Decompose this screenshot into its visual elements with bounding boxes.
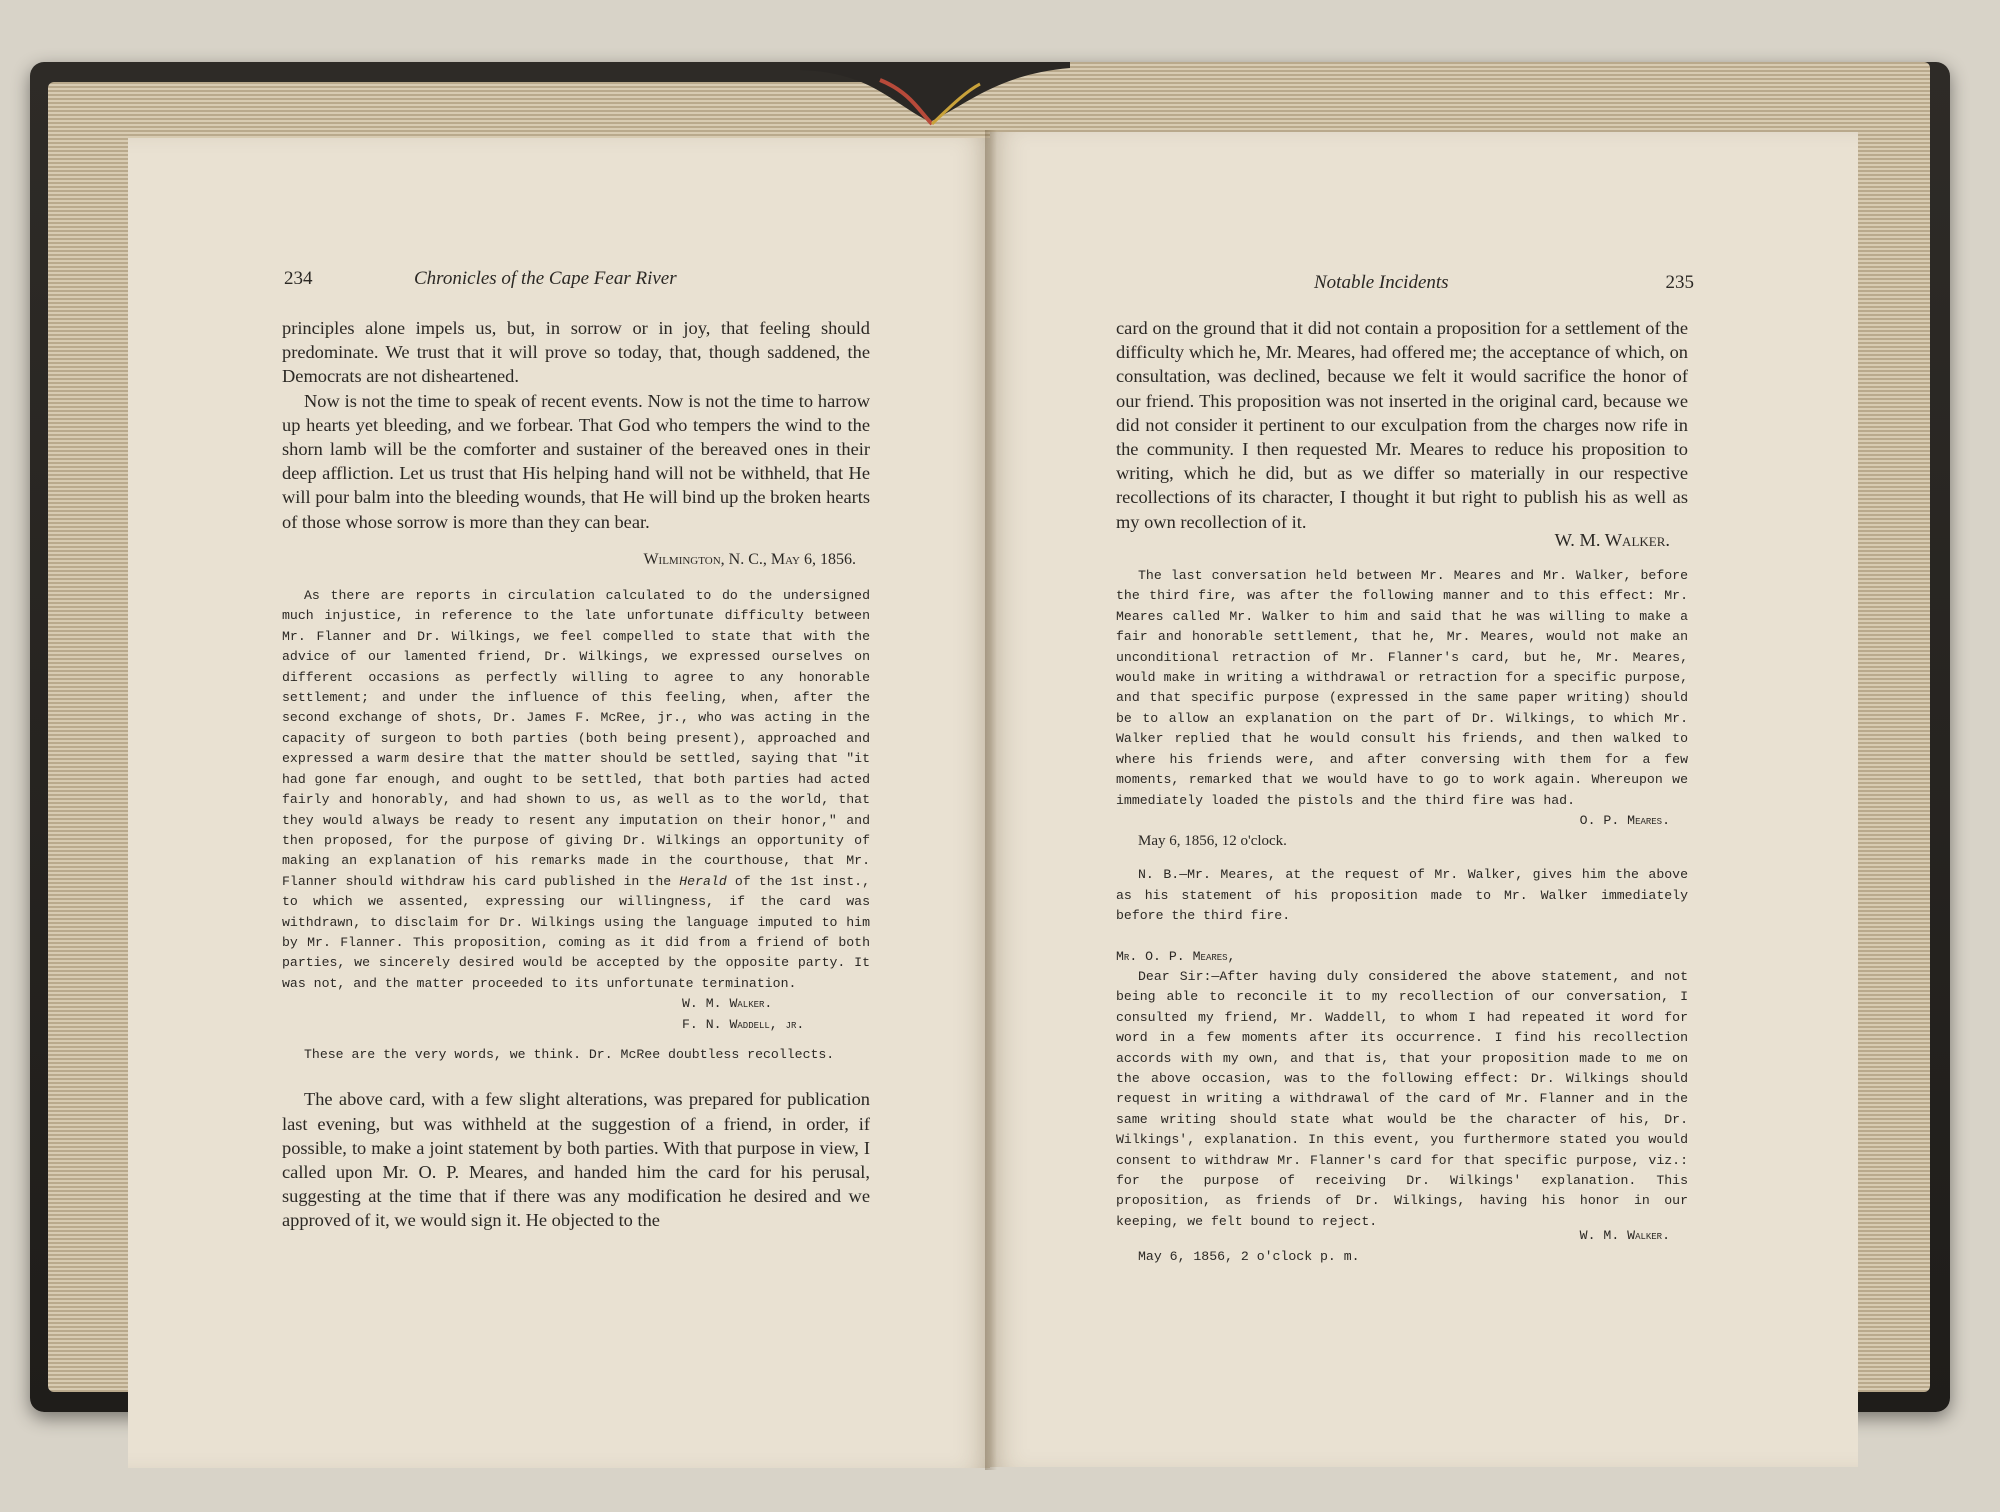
paragraph-continuation: card on the ground that it did not contain a proposition for a settlement of the difficulty which he, Mr. Meares, had offered me; the acceptance of which, on consultation, was declined, because we felt it would sacrifice the honor of our friend. This proposition was not inserted in the original card, because we did not consider it pertinent to our exculpation from the charges now rife in the community. I then requested Mr. Meares to reduce his proposition to writing, which he did, but as we differ so materially in our respective recollections of its character, I thought it but right to publish his as well as my own recollection of it. <box>1116 318 1688 532</box>
meares-statement: The last conversation held between Mr. Meares and Mr. Walker, before the third fire, was after the following manner and to this effect: Mr. Meares called Mr. Walker to him and said that he was willing to make a fair and honorable settlement, that he, Mr. Meares, would not make an unconditional retraction of Mr. Flanner's card, but he, Mr. Meares, would make in writing a withdrawal or retraction for a specific purpose, and that specific purpose (expressed in the same paper writing) should be to allow an explanation on the part of Dr. Wilkings, to which Mr. Walker replied that he would consult his friends, and then walked to where his friends were, and after conversing with them for a few moments, remarked that we would have to go to work again. Whereupon we immediately loaded the pistols and the third fire was had. <box>1116 568 1688 808</box>
signature-walker-1: W. M. Walker. <box>1554 529 1670 550</box>
signature-meares: O. P. Meares. <box>1579 812 1670 828</box>
left-page-number: 234 <box>284 268 313 289</box>
right-page-number: 235 <box>1665 272 1694 293</box>
herald-italic: Herald <box>679 873 727 889</box>
paragraph-2: Now is not the time to speak of recent events. Now is not the time to harrow up hearts yet bleeding, and we forbear. That God who tempers the wind to the shorn lamb will be the comforter and sustainer of the bereaved ones in their deep affliction. Let us trust that His helping hand will not be withheld, that He will pour balm into the bleeding wounds, that He will bind up the broken hearts of those whose sorrow is more than they can bear. <box>282 390 870 532</box>
book-gutter <box>985 130 997 1470</box>
paragraph-3: The above card, with a few slight alterations, was prepared for publication last evening, but was withheld at the suggestion of a friend, in order, if possible, to make a joint statement by both parties. With that purpose in view, I called upon Mr. O. P. Meares, and handed him the card for his perusal, suggesting at the time that if there was any modification he desired and we approved of it, we would sign it. He objected to the <box>282 1089 870 1231</box>
card-text-part2: of the 1st inst., to which we assented, expressing our willingness, if the card was withdrawn, to disclaim for Dr. Wilkings using the language imputed to him by Mr. Flanner. This proposition, coming as it did from a friend of both parties, we sincerely desired would be accepted by the opposite party. It was not, and the matter proceeded to its unfortunate termination. <box>282 873 870 991</box>
date-noon: May 6, 1856, 12 o'clock. <box>1138 833 1287 850</box>
walker-letter: Dear Sir:—After having duly considered the above statement, and not being able to reconcile it to my recollection of our conversation, I consulted my friend, Mr. Waddell, to whom I had repeated it word for word in a few moments after its occurrence. I find his recollection accords with my own, and that is, that your proposition made to me on the above occasion, was to the following effect: Dr. Wilkings should request in writing a withdrawal of the card of Mr. Flanner and in the same writing should state what would be the character of his, Dr. Wilkings', explanation. In this event, you furthermore stated you would consent to withdraw Mr. Flanner's card for that specific purpose, viz.: for the purpose of receiving Dr. Wilkings' explanation. This proposition, as friends of Dr. Wilkings, having his honor in our keeping, we felt bound to reject. <box>1116 968 1688 1229</box>
signature-walker: W. M. Walker. <box>682 996 773 1012</box>
signature-waddell: F. N. Waddell, jr. <box>682 1016 805 1032</box>
left-page-body <box>282 316 870 1233</box>
date-afternoon: May 6, 1856, 2 o'clock p. m. <box>1138 1248 1360 1264</box>
salutation: Mr. O. P. Meares, <box>1116 948 1236 964</box>
note-line: These are the very words, we think. Dr. McRee doubtless recollects. <box>304 1046 835 1062</box>
card-text-part1: As there are reports in circulation calculated to do the undersigned much injustice, in reference to the late unfortunate difficulty between Mr. Flanner and Dr. Wilkings, we feel compelled to state that with the advice of our lamented friend, Dr. Wilkings, we expressed ourselves on different occasions as perfectly willing to agree to any honorable settlement; and under the influence of this feeling, when, after the second exchange of shots, Dr. James F. McRee, jr., who was acting in the capacity of surgeon to both parties (both being present), approached and expressed a warm desire that the matter should be settled, saying that "it had gone far enough, and ought to be settled, that both parties had acted fairly and honorably, and had shown to us, as well as to the world, that they would always be ready to resent any imputation on their honor," and then proposed, for the purpose of giving Dr. Wilkings an opportunity of making an explanation of his remarks made in the courthouse, that Mr. Flanner should withdraw his card published in the <box>282 588 870 889</box>
left-page <box>128 138 990 1468</box>
left-running-head: Chronicles of the Cape Fear River <box>414 268 677 289</box>
right-page <box>990 132 1858 1467</box>
bookmark-ribbon <box>780 62 1080 132</box>
signature-walker-2: W. M. Walker. <box>1579 1228 1670 1244</box>
right-running-head: Notable Incidents <box>1314 272 1449 293</box>
dateline: Wilmington, N. C., May 6, 1856. <box>643 550 856 568</box>
paragraph-1: principles alone impels us, but, in sorrow or in joy, that feeling should predominate. We trust that it will prove so today, that, though saddened, the Democrats are not disheartened. <box>282 318 870 387</box>
right-page-body <box>1116 316 1688 1267</box>
nb-note: N. B.—Mr. Meares, at the request of Mr. Walker, gives him the above as his statement of his proposition made to Mr. Walker immediately before the third fire. <box>1116 867 1688 924</box>
card-text <box>282 586 870 994</box>
